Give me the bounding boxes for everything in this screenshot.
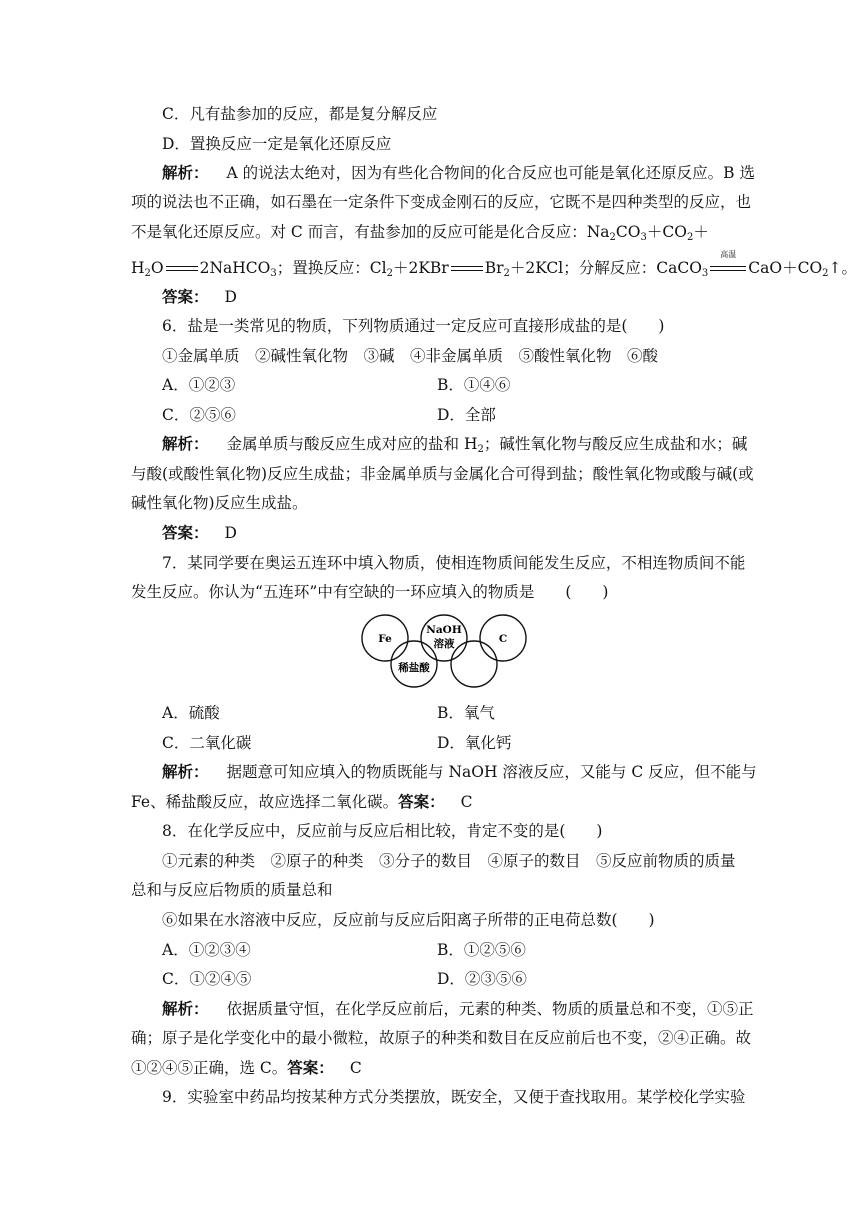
q6-option-d: D．全部 xyxy=(437,406,496,424)
analysis-text: ；碱性氧化物与酸反应生成盐和水；碱 xyxy=(483,435,748,453)
q6-analysis-line-1: 解析： 金属单质与酸反应生成对应的盐和 $H_2$；碱性氧化物与酸反应生成盐和水；碱 xyxy=(162,434,748,455)
reaction-condition: 高温 xyxy=(720,250,737,259)
analysis-label: 解析： xyxy=(162,762,209,781)
q5-equations-line xyxy=(131,250,858,279)
q6-option-c: C．②⑤⑥ xyxy=(162,406,236,424)
ring-empty xyxy=(451,641,497,687)
q7-analysis-line-2 xyxy=(131,792,472,812)
analysis-text: 依据质量守恒，在化学反应前后，元素的种类、物质的质量总和不变，①⑤正 xyxy=(226,1000,754,1018)
q8-option-d: D．②③⑤⑥ xyxy=(437,970,527,988)
ring-fe-label: Fe xyxy=(378,633,392,645)
answer-value: D xyxy=(224,524,237,542)
formula: $H_2O$ xyxy=(131,259,164,279)
q7-stem-line-1: 7．某同学要在奥运五连环中填入物质，使相连物质间能发生反应，不相连物质间不能 xyxy=(162,554,746,572)
q8-analysis-line-2: 确；原子是化学变化中的最小微粒，故原子的种类和数目在反应前后也不变，②④正确。故 xyxy=(131,1029,752,1047)
q6-analysis-line-3: 碱性氧化物)反应生成盐。 xyxy=(131,494,308,512)
q7-option-a: A．硫酸 xyxy=(162,704,220,722)
q5-analysis-line-3 xyxy=(131,222,709,242)
q8-option-c: C．①②④⑤ xyxy=(162,970,252,988)
analysis-text: 据题意可知应填入的物质既能与 NaOH 溶液反应，又能与 C 反应，但不能与 xyxy=(226,763,757,781)
q7-option-b: B．氧气 xyxy=(437,704,495,722)
q8-items-line-2: 总和与反应后物质的质量总和 xyxy=(131,881,333,899)
q7-option-c: C．二氧化碳 xyxy=(162,734,252,752)
q6-answer xyxy=(162,523,237,543)
formula: 2NaHCO$_3$；置换反应：$Cl_2+2KBr$ xyxy=(199,259,449,279)
q8-option-a: A．①②③④ xyxy=(162,941,251,959)
ring-naoh-label: NaOH xyxy=(426,624,462,636)
q8-stem: 8．在化学反应中，反应前与反应后相比较，肯定不变的是( ) xyxy=(162,822,603,840)
answer-label: 答案： xyxy=(398,792,445,811)
q6-stem: 6．盐是一类常见的物质，下列物质通过一定反应可直接形成盐的是( ) xyxy=(162,317,665,335)
analysis-text: 金属单质与酸反应生成对应的盐和 H xyxy=(226,435,478,453)
analysis-label: 解析： xyxy=(162,999,209,1018)
analysis-text: 不是氧化还原反应。对 C 而言，有盐参加的反应可能是化合反应： xyxy=(131,223,587,241)
ring-naoh-label-2: 溶液 xyxy=(433,638,455,650)
answer-value: C xyxy=(349,1059,362,1077)
answer-value: D xyxy=(224,288,237,306)
q6-option-a: A．①②③ xyxy=(162,376,236,394)
equals-sign xyxy=(449,261,485,275)
q9-stem-line-1: 9．实验室中药品均按某种方式分类摆放，既安全，又便于查找取用。某学校化学实验 xyxy=(162,1088,746,1106)
q8-option-b: B．①②⑤⑥ xyxy=(437,941,526,959)
five-rings-diagram xyxy=(356,613,528,693)
q6-option-b: B．①④⑥ xyxy=(437,376,511,394)
ring-hcl-label: 稀盐酸 xyxy=(398,662,430,674)
analysis-text: ①②④⑤正确，选 C。 xyxy=(131,1059,288,1077)
q6-analysis-line-2: 与酸(或酸性氧化物)反应生成盐；非金属单质与金属化合可得到盐；酸性氧化物或酸与碱(或 xyxy=(131,465,754,483)
q5-option-c: C．凡有盐参加的反应，都是复分解反应 xyxy=(162,105,438,123)
q8-items-line-3: ⑥如果在水溶液中反应，反应前与反应后阳离子所带的正电荷总数( ) xyxy=(162,911,655,929)
q7-option-d: D．氧化钙 xyxy=(437,734,512,752)
q8-analysis-line-1 xyxy=(162,999,754,1019)
q7-stem-line-2: 发生反应。你认为“五连环”中有空缺的一环应填入的物质是 ( ) xyxy=(131,583,609,601)
q5-analysis-line-1 xyxy=(162,163,755,183)
q8-items-line-1: ①元素的种类 ②原子的种类 ③分子的数目 ④原子的数目 ⑤反应前物质的质量 xyxy=(162,852,736,870)
ring-c-label: C xyxy=(498,633,508,645)
equals-sign xyxy=(164,261,200,275)
analysis-text: Fe、稀盐酸反应，故应选择二氧化碳。 xyxy=(131,793,399,811)
analysis-label: 解析： xyxy=(162,434,209,453)
analysis-text: A 的说法太绝对，因为有些化合物间的化合反应也可能是氧化还原反应。B 选 xyxy=(226,164,755,182)
q5-option-d: D．置换反应一定是氧化还原反应 xyxy=(162,135,392,153)
formula: $CaO+CO_2↑$。 xyxy=(748,259,858,279)
answer-label: 答案： xyxy=(287,1058,334,1077)
q5-analysis-line-2: 项的说法也不正确，如石墨在一定条件下变成金刚石的反应，它既不是四种类型的反应，也 xyxy=(131,193,752,211)
analysis-label: 解析： xyxy=(162,163,209,182)
q8-analysis-line-3 xyxy=(131,1058,362,1078)
answer-value: C xyxy=(460,793,473,811)
q6-items: ①金属单质 ②碱性氧化物 ③碱 ④非金属单质 ⑤酸性氧化物 ⑥酸 xyxy=(162,347,659,365)
q5-answer xyxy=(162,287,237,307)
formula: $Br_2+2KCl$；分解反应：CaCO$_3$ xyxy=(484,259,709,279)
q7-analysis-line-1 xyxy=(162,762,757,782)
answer-label: 答案： xyxy=(162,523,209,542)
reaction-condition-sign xyxy=(708,250,748,275)
formula: $Na_2CO_3+CO_2+$ xyxy=(586,223,709,243)
answer-label: 答案： xyxy=(162,287,209,306)
